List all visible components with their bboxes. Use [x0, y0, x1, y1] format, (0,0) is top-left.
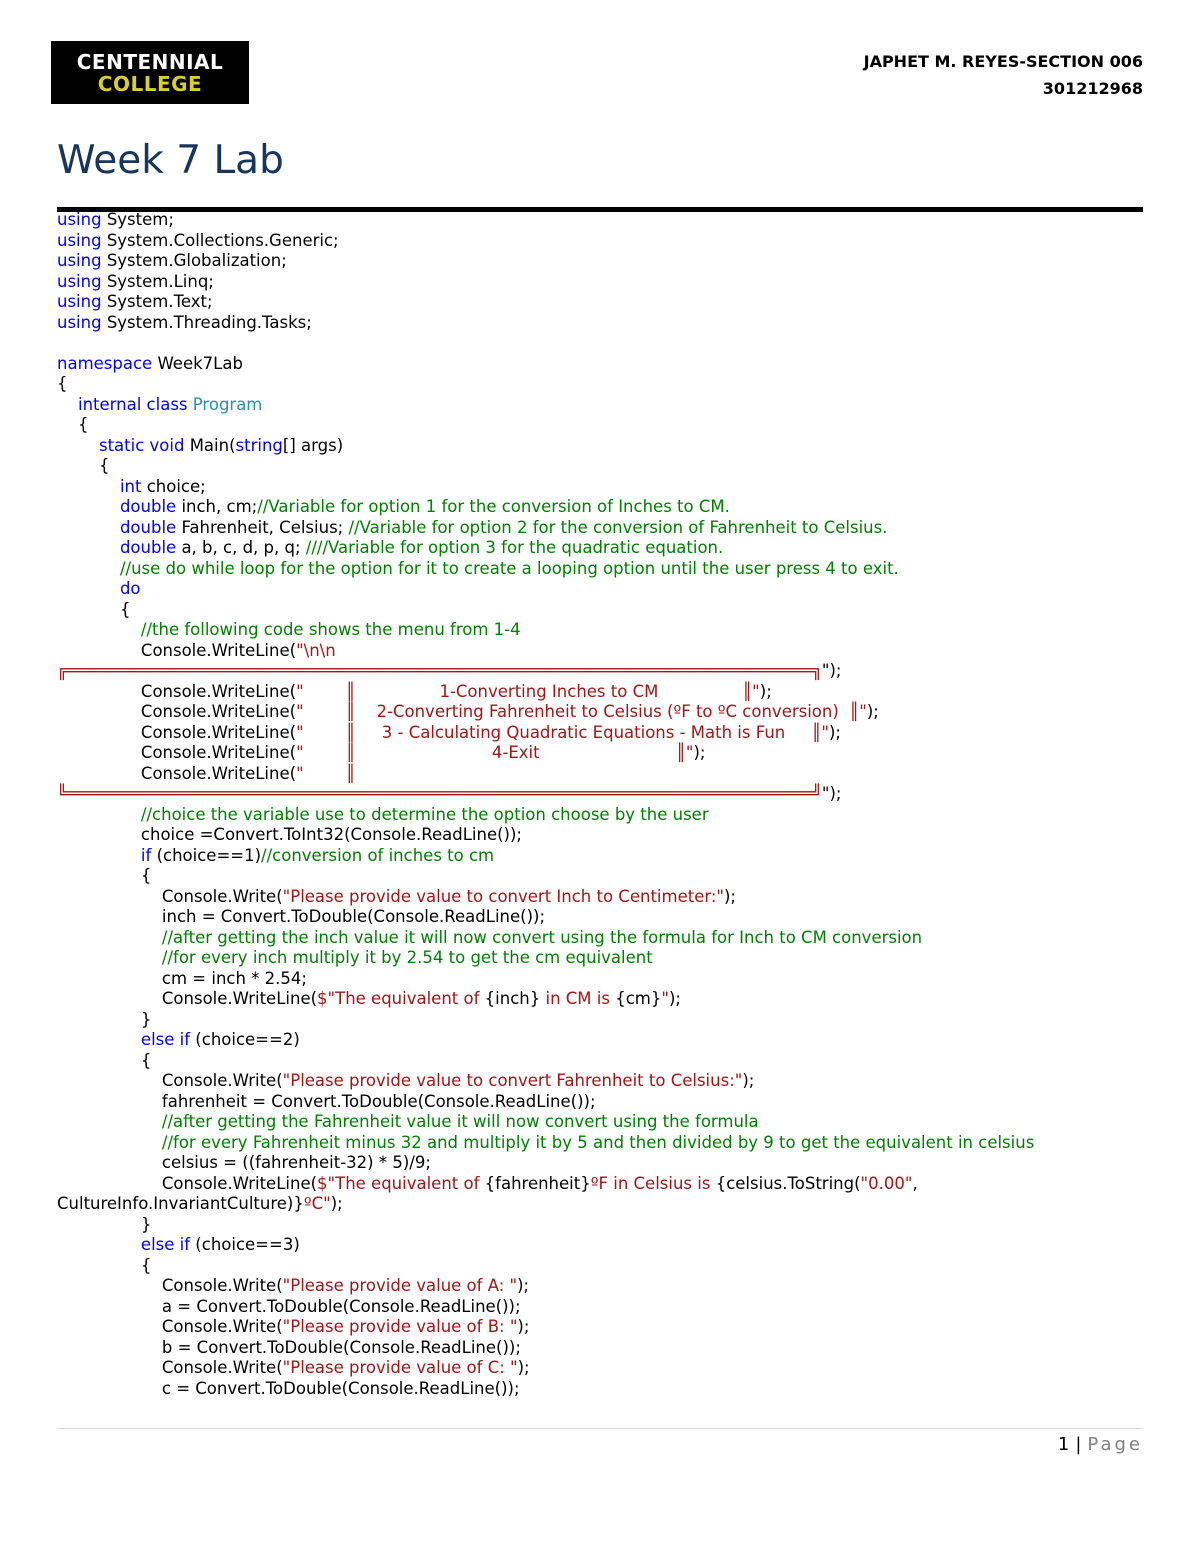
- code-token: Fahrenheit, Celsius;: [176, 517, 349, 537]
- code-line: [57, 579, 1147, 600]
- code-token: );: [517, 1358, 530, 1377]
- code-token: }: [57, 1009, 152, 1029]
- code-token: //for every inch multiply it by 2.54 to get the cm equivalent: [161, 948, 653, 967]
- code-token: " ║ 2-Converting Fahrenheit to Celsius (ºF to ºC conversion) ║": [296, 702, 867, 721]
- code-token: }: [57, 1214, 152, 1234]
- code-token: ºF in Celsius is: [590, 1173, 716, 1193]
- code-line: [57, 600, 1147, 621]
- author-name: JAPHET M. REYES-SECTION 006: [863, 52, 1143, 71]
- code-line: [57, 866, 1147, 887]
- code-token: [57, 1133, 162, 1152]
- code-token: //Variable for option 1 for the conversion of Inches to CM.: [257, 497, 730, 516]
- code-token: [57, 1112, 162, 1131]
- logo-line-1: CENTENNIAL: [76, 49, 224, 74]
- code-line: [57, 395, 1147, 416]
- author-block: [864, 48, 1143, 102]
- code-token: Main(: [184, 435, 236, 455]
- footer-divider: [57, 1428, 1143, 1429]
- code-token: ºC": [303, 1194, 331, 1213]
- code-token: [57, 436, 99, 455]
- code-line: [57, 538, 1147, 559]
- code-token: celsius = ((fahrenheit-32) * 5)/9;: [57, 1153, 431, 1172]
- code-line: [57, 1051, 1147, 1072]
- page-title: Week 7 Lab: [57, 138, 284, 183]
- code-line: [57, 907, 1147, 928]
- code-token: " ║ 4-Exit ║": [296, 743, 694, 762]
- code-token: //Variable for option 2 for the conversion of Fahrenheit to Celsius.: [348, 517, 888, 537]
- code-token: //after getting the Fahrenheit value it will now convert using the formula: [161, 1112, 759, 1131]
- code-token: );: [517, 1317, 530, 1336]
- code-token: {celsius.ToString(: [715, 1173, 861, 1193]
- code-line: [57, 251, 1147, 272]
- code-token: {: [57, 374, 68, 393]
- code-line: [57, 620, 1147, 641]
- code-line: [57, 1010, 1147, 1031]
- code-token: ╔═══════════════════════════════════════════════════════════════════════════╗: [57, 661, 822, 680]
- code-token: [57, 1235, 141, 1254]
- page-number: 1: [1057, 1434, 1070, 1455]
- code-token: "\n\n: [296, 640, 336, 660]
- code-token: [57, 518, 120, 537]
- code-line: [57, 1338, 1147, 1359]
- page-footer: [1058, 1434, 1143, 1455]
- code-token: b = Convert.ToDouble(Console.ReadLine());: [57, 1337, 521, 1357]
- code-token: [57, 948, 162, 967]
- code-token: else: [140, 1235, 175, 1254]
- code-token: Console.WriteLine(: [57, 1173, 318, 1193]
- code-line: [57, 272, 1147, 293]
- code-token: choice;: [141, 476, 206, 496]
- code-token: //the following code shows the menu from 1-4: [140, 620, 521, 639]
- code-token: ,: [912, 1173, 918, 1193]
- code-line: [57, 743, 1147, 764]
- code-token: [57, 559, 120, 578]
- code-line: [57, 354, 1147, 375]
- code-line: [57, 1256, 1147, 1277]
- code-token: c = Convert.ToDouble(Console.ReadLine());: [57, 1378, 520, 1398]
- page-label: Page: [1087, 1434, 1143, 1455]
- code-line: [57, 846, 1147, 867]
- code-line: [57, 231, 1147, 252]
- code-line: [57, 1030, 1147, 1051]
- code-token: );: [866, 702, 879, 721]
- code-token: double: [119, 497, 177, 516]
- code-token: System.Text;: [101, 292, 213, 311]
- code-token: {: [57, 866, 152, 885]
- code-token: if: [179, 1235, 191, 1254]
- code-token: ////Variable for option 3 for the quadratic equation.: [305, 538, 724, 557]
- code-token: if: [179, 1030, 191, 1049]
- code-token: //conversion of inches to cm: [261, 845, 495, 865]
- code-token: );: [723, 886, 736, 906]
- code-token: using: [57, 292, 102, 311]
- code-token: do: [119, 579, 141, 598]
- code-line: [57, 333, 1147, 354]
- code-token: " ║ 3 - Calculating Quadratic Equations - Math is Fun ║": [296, 722, 829, 742]
- code-token: "Please provide value of B: ": [282, 1317, 518, 1336]
- code-token: double: [119, 517, 177, 537]
- code-token: [57, 928, 162, 947]
- code-token: {: [57, 1050, 152, 1070]
- code-token: namespace: [57, 353, 153, 373]
- code-line: [57, 1174, 1147, 1195]
- code-token: [57, 805, 141, 824]
- code-token: Program: [192, 394, 263, 414]
- code-line: [57, 723, 1147, 744]
- code-token: [57, 579, 120, 598]
- code-line: [57, 1317, 1147, 1338]
- code-token: );: [829, 722, 841, 742]
- code-line: [57, 477, 1147, 498]
- code-line: [57, 456, 1147, 477]
- code-token: in CM is: [540, 989, 616, 1008]
- code-token: {: [57, 456, 110, 475]
- code-line: [57, 805, 1147, 826]
- code-token: Console.WriteLine(: [57, 702, 297, 721]
- code-token: using: [57, 312, 102, 332]
- code-token: "Please provide value to convert Fahrenheit to Celsius:": [282, 1071, 743, 1090]
- code-line: [57, 1194, 1147, 1215]
- code-token: string: [235, 435, 283, 455]
- code-line: [57, 825, 1147, 846]
- code-token: [57, 538, 120, 557]
- code-line: [57, 1133, 1147, 1154]
- code-line: [57, 436, 1147, 457]
- code-token: else: [140, 1030, 175, 1049]
- code-token: System.Threading.Tasks;: [101, 312, 312, 332]
- code-line: [57, 210, 1147, 231]
- code-token: [57, 1030, 141, 1049]
- code-token: );: [742, 1071, 755, 1090]
- code-token: $"The equivalent of: [317, 989, 485, 1008]
- code-token: Console.Write(: [57, 1276, 283, 1295]
- code-token: Console.Write(: [57, 1358, 283, 1377]
- code-token: fahrenheit = Convert.ToDouble(Console.ReadLine());: [57, 1091, 596, 1111]
- code-token: System.Globalization;: [101, 251, 287, 270]
- code-token: System.Linq;: [101, 271, 214, 291]
- code-token: ╚═══════════════════════════════════════════════════════════════════════════╝: [57, 784, 822, 803]
- code-token: );: [759, 681, 772, 701]
- code-line: [57, 1215, 1147, 1236]
- code-line: [57, 497, 1147, 518]
- code-token: CultureInfo.InvariantCulture)}: [57, 1194, 304, 1213]
- code-token: Console.Write(: [57, 1071, 283, 1090]
- code-token: {: [57, 415, 89, 434]
- code-line: [57, 518, 1147, 539]
- code-line: [57, 887, 1147, 908]
- code-token: inch = Convert.ToDouble(Console.ReadLine());: [57, 907, 546, 926]
- code-token: Week7Lab: [152, 353, 243, 373]
- code-line: [57, 1092, 1147, 1113]
- code-token: internal: [77, 394, 142, 414]
- code-line: [57, 661, 1147, 682]
- code-token: "Please provide value to convert Inch to Centimeter:": [282, 886, 724, 906]
- code-token: inch, cm;: [176, 497, 258, 516]
- code-token: Console.WriteLine(: [57, 743, 297, 762]
- code-line: [57, 1358, 1147, 1379]
- code-token: using: [57, 271, 102, 291]
- code-token: "Please provide value of A: ": [282, 1276, 518, 1295]
- code-token: {fahrenheit}: [484, 1173, 591, 1193]
- code-token: [57, 846, 141, 865]
- code-token: [57, 620, 141, 639]
- code-token: Console.WriteLine(: [57, 681, 297, 701]
- code-token: {cm}: [615, 989, 662, 1008]
- code-line: [57, 1379, 1147, 1400]
- code-token: cm = inch * 2.54;: [57, 968, 307, 988]
- code-line: [57, 374, 1147, 395]
- code-token: [57, 497, 120, 516]
- code-line: [57, 292, 1147, 313]
- code-token: ");: [821, 784, 842, 803]
- code-token: using: [57, 210, 102, 229]
- code-line: [57, 989, 1147, 1010]
- code-token: void: [149, 435, 185, 455]
- code-token: if: [140, 845, 152, 865]
- logo-line-2: COLLEGE: [97, 71, 203, 96]
- code-token: );: [668, 989, 681, 1008]
- code-token: choice =Convert.ToInt32(Console.ReadLine());: [57, 825, 522, 844]
- code-token: );: [693, 743, 706, 762]
- student-id: 301212968: [1042, 79, 1143, 98]
- page-separator: |: [1075, 1434, 1082, 1455]
- code-token: {inch}: [484, 989, 541, 1008]
- code-line: [57, 415, 1147, 436]
- code-token: a = Convert.ToDouble(Console.ReadLine());: [57, 1296, 521, 1316]
- code-line: [57, 969, 1147, 990]
- code-line: [57, 928, 1147, 949]
- code-token: " ║ 1-Converting Inches to CM ║": [296, 681, 760, 701]
- code-token: );: [517, 1276, 530, 1295]
- code-line: [57, 948, 1147, 969]
- code-token: (choice==1): [151, 845, 262, 865]
- code-token: //choice the variable use to determine the option choose by the user: [140, 804, 709, 824]
- code-token: a, b, c, d, p, q;: [176, 538, 306, 557]
- code-token: $"The equivalent of: [317, 1173, 485, 1193]
- code-token: double: [119, 538, 177, 557]
- code-token: //after getting the inch value it will now convert using the formula for Inch to CM conversion: [161, 927, 923, 947]
- code-line: [57, 1297, 1147, 1318]
- code-token: [] args): [282, 435, 344, 455]
- code-token: Console.Write(: [57, 886, 283, 906]
- code-token: [57, 477, 120, 496]
- code-token: (choice==2): [190, 1030, 300, 1049]
- code-line: [57, 784, 1147, 805]
- code-token: System;: [101, 210, 174, 229]
- code-token: [57, 395, 78, 414]
- code-line: [57, 764, 1147, 785]
- college-logo: [51, 41, 249, 104]
- code-token: Console.WriteLine(: [57, 989, 318, 1008]
- code-token: //use do while loop for the option for it to create a looping option until the user press 4 to exit.: [119, 558, 899, 578]
- code-token: );: [330, 1194, 343, 1213]
- code-token: int: [119, 476, 142, 496]
- code-token: Console.WriteLine(: [57, 722, 297, 742]
- code-token: {: [57, 1255, 152, 1275]
- code-token: static: [98, 435, 145, 455]
- code-token: Console.WriteLine(: [57, 763, 297, 783]
- code-line: [57, 559, 1147, 580]
- code-line: [57, 1235, 1147, 1256]
- code-line: [57, 1153, 1147, 1174]
- code-token: //for every Fahrenheit minus 32 and multiply it by 5 and then divided by 9 to get the equivalent in celsius: [161, 1132, 1035, 1152]
- code-token: ": [661, 989, 669, 1008]
- code-line: [57, 1071, 1147, 1092]
- code-token: using: [57, 230, 102, 250]
- code-token: "0.00": [860, 1173, 913, 1193]
- code-token: " ║: [296, 763, 356, 783]
- code-line: [57, 641, 1147, 662]
- code-line: [57, 1112, 1147, 1133]
- code-token: "Please provide value of C: ": [282, 1358, 518, 1377]
- code-token: (choice==3): [190, 1235, 300, 1254]
- code-line: [57, 702, 1147, 723]
- code-token: Console.Write(: [57, 1317, 283, 1336]
- code-listing: [57, 210, 1147, 1399]
- code-line: [57, 682, 1147, 703]
- code-token: using: [57, 251, 102, 270]
- code-token: class: [146, 394, 188, 414]
- code-line: [57, 1276, 1147, 1297]
- code-token: System.Collections.Generic;: [101, 230, 339, 250]
- code-line: [57, 313, 1147, 334]
- code-token: {: [57, 599, 131, 619]
- code-token: ");: [821, 661, 842, 680]
- code-token: Console.WriteLine(: [57, 640, 297, 660]
